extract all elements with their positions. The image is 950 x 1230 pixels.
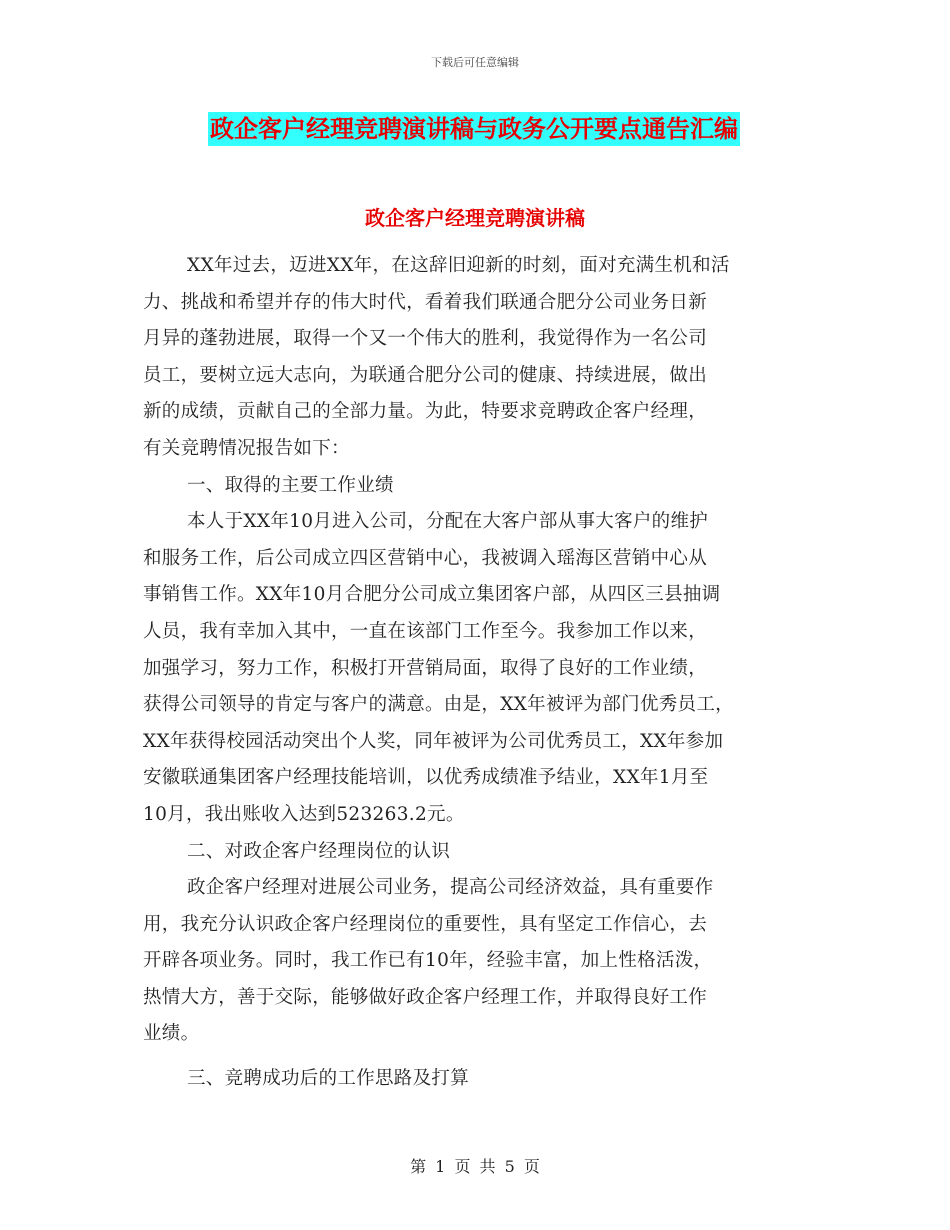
section-heading: 二、对政企客户经理岗位的认识 — [187, 840, 451, 862]
paragraph-line: 本人于XX年10月进入公司，分配在大客户部从事大客户的维护 — [187, 511, 709, 533]
paragraph-line: 获得公司领导的肯定与客户的满意。由是，XX年被评为部门优秀员工， — [143, 694, 734, 716]
paragraph-line: XX年获得校园活动突出个人奖，同年被评为公司优秀员工，XX年参加 — [143, 730, 724, 752]
paragraph-line: 热情大方，善于交际，能够做好政企客户经理工作，并取得良好工作 — [143, 986, 708, 1008]
paragraph-line: 政企客户经理对进展公司业务，提高公司经济效益，具有重要作 — [187, 877, 714, 899]
paragraph-line: 10月，我出账收入达到523263.2元。 — [143, 803, 465, 825]
document-body — [143, 248, 803, 1098]
paragraph-line: 事销售工作。XX年10月合肥分公司成立集团客户部，从四区三县抽调 — [143, 584, 721, 606]
paragraph-line: 力、挑战和希望并存的伟大时代，看着我们联通合肥分公司业务日新 — [143, 291, 708, 313]
paragraph-line: 业绩。 — [143, 1023, 200, 1045]
paragraph-line: 安徽联通集团客户经理技能培训，以优秀成绩准予结业，XX年1月至 — [143, 767, 709, 789]
paragraph-line: 加强学习，努力工作，积极打开营销局面，取得了良好的工作业绩， — [143, 657, 708, 679]
paragraph-line: 有关竞聘情况报告如下： — [143, 437, 350, 459]
document-title: 政企客户经理竞聘演讲稿与政务公开要点通告汇编 — [208, 112, 740, 146]
paragraph-line: 人员，我有幸加入其中，一直在该部门工作至今。我参加工作以来， — [143, 620, 708, 642]
paragraph-line: 月异的蓬勃进展，取得一个又一个伟大的胜利，我觉得作为一名公司 — [143, 328, 708, 350]
page-footer: 第 1 页 共 5 页 — [410, 1157, 540, 1176]
paragraph-line: 和服务工作，后公司成立四区营销中心，我被调入瑶海区营销中心从 — [143, 547, 708, 569]
paragraph-line: 新的成绩，贡献自己的全部力量。为此，特要求竞聘政企客户经理， — [143, 401, 708, 423]
section-title: 政企客户经理竞聘演讲稿 — [365, 206, 585, 230]
paragraph-line: XX年过去，迈进XX年，在这辞旧迎新的时刻，面对充满生机和活 — [187, 255, 730, 276]
page-header-note: 下载后可任意编辑 — [431, 56, 519, 69]
section-heading: 三、竞聘成功后的工作思路及打算 — [187, 1068, 470, 1090]
paragraph-line: 用，我充分认识政企客户经理岗位的重要性，具有坚定工作信心，去 — [143, 913, 708, 935]
paragraph-line: 员工，要树立远大志向，为联通合肥分公司的健康、持续进展，做出 — [143, 364, 708, 386]
paragraph-line: 开辟各项业务。同时，我工作已有10年，经验丰富，加上性格活泼， — [143, 950, 713, 972]
section-heading: 一、取得的主要工作业绩 — [187, 474, 394, 496]
